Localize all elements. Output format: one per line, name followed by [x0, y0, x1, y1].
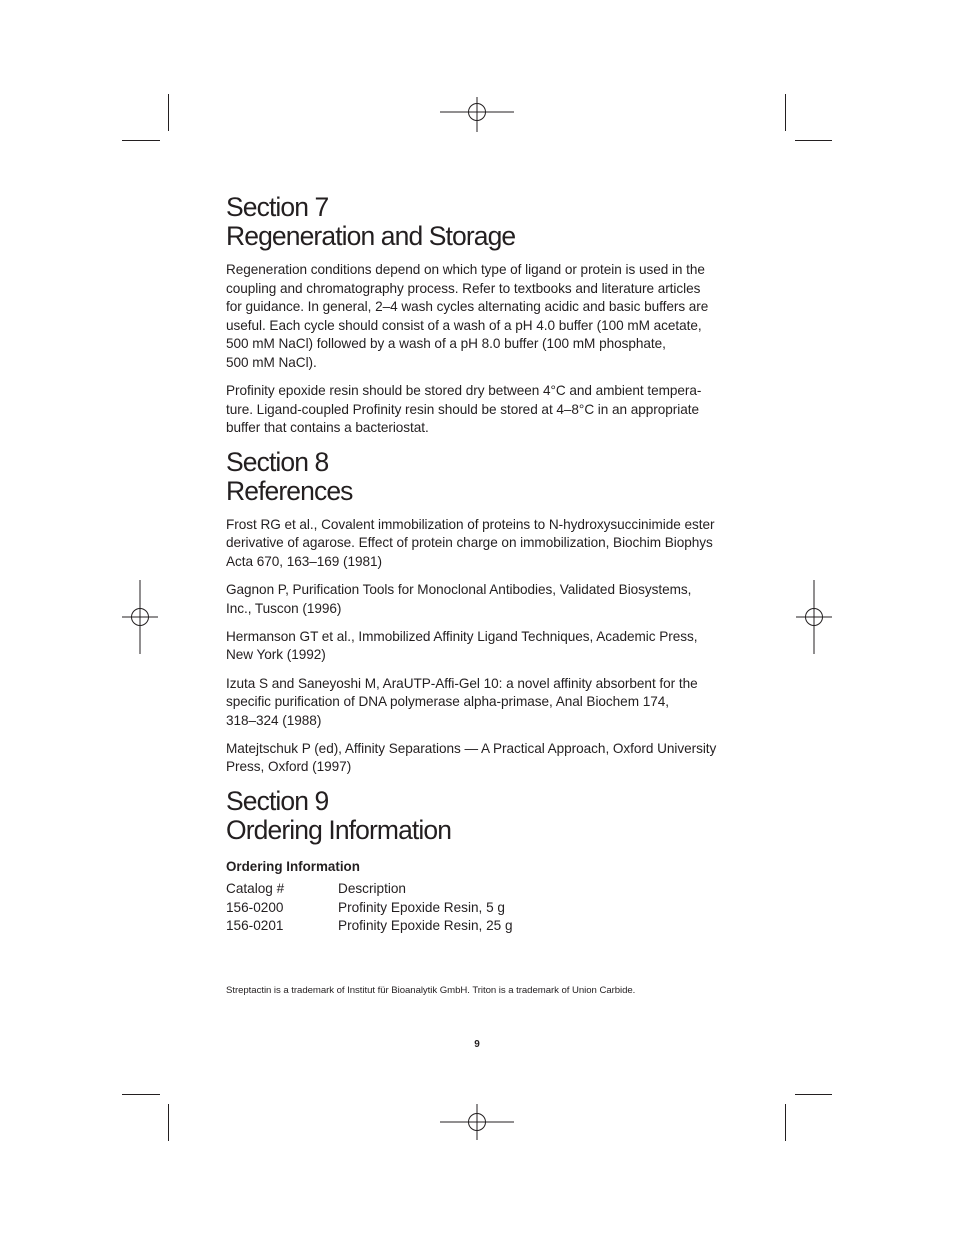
- section-heading: [226, 787, 736, 845]
- reference-item: Gagnon P, Purification Tools for Monoclonal Antibodies, Validated Biosystems, Inc., Tuscon (1996): [226, 582, 692, 616]
- section-title: References: [226, 475, 353, 506]
- section-8: [226, 448, 736, 777]
- section-9: [226, 787, 736, 936]
- trademark-footnote: Streptactin is a trademark of Institut für Bioanalytik GmbH. Triton is a trademark of Union Carbide.: [226, 985, 636, 996]
- page-number: 9: [474, 1039, 480, 1050]
- table-header-row: [226, 880, 513, 899]
- section-title: Ordering Information: [226, 814, 452, 845]
- section-7: [226, 193, 736, 438]
- product-description: Profinity Epoxide Resin, 25 g: [338, 918, 513, 934]
- section-number: Section 8: [226, 446, 329, 477]
- registration-mark-top-icon: [440, 97, 514, 132]
- section-number: Section 7: [226, 192, 329, 222]
- column-header-description: Description: [338, 880, 406, 896]
- registration-mark-bottom-icon: [440, 1104, 514, 1140]
- page-content: [226, 193, 736, 936]
- paragraph-storage: Profinity epoxide resin should be stored dry between 4°C and ambient tempera- ture. Ligand-coupled Profinity resin should be stored at 4–8°C in an appropriate buffer that contains a bacteriostat.: [226, 383, 702, 436]
- column-header-catalog: Catalog #: [226, 880, 285, 896]
- reference-item: Frost RG et al., Covalent immobilization of proteins to N-hydroxysuccinimide ester derivative of agarose. Effect of protein charge on immobilization, Biochim Biophys Acta 670, 163–169 (1981): [226, 516, 715, 570]
- reference-item: Hermanson GT et al., Immobilized Affinity Ligand Techniques, Academic Press, New York (1992): [226, 628, 698, 663]
- table-row: [226, 899, 513, 918]
- section-heading: [226, 448, 736, 506]
- registration-mark-right-icon: [796, 580, 832, 654]
- reference-item: Matejtschuk P (ed), Affinity Separations — A Practical Approach, Oxford University Press, Oxford (1997): [226, 740, 717, 775]
- section-title: Regeneration and Storage: [226, 221, 516, 251]
- paragraph-regeneration: Regeneration conditions depend on which type of ligand or protein is used in the coupling and chromatography process. Refer to textbooks and literature articles for guidance. In general, 2–4 wash cycles alternating acidic and basic buffers are useful. Each cycle should consist of a wash of a pH 4.0 buffer (100 mM acetate, 500 mM NaCl) followed by a wash of a pH 8.0 buffer (100 mM phosphate, 500 mM NaCl).: [226, 262, 709, 370]
- catalog-number: 156-0201: [226, 918, 284, 934]
- registration-mark-left-icon: [122, 580, 158, 654]
- catalog-number: 156-0200: [226, 899, 284, 915]
- section-number: Section 9: [226, 785, 329, 816]
- ordering-subheading: Ordering Information: [226, 858, 360, 874]
- table-row: [226, 917, 513, 936]
- ordering-table: [226, 880, 513, 936]
- product-description: Profinity Epoxide Resin, 5 g: [338, 899, 505, 915]
- reference-item: Izuta S and Saneyoshi M, AraUTP-Affi-Gel 10: a novel affinity absorbent for the specific purification of DNA polymerase alpha-primase, Anal Biochem 174, 318–324 (1988): [226, 675, 698, 728]
- section-heading: [226, 193, 736, 251]
